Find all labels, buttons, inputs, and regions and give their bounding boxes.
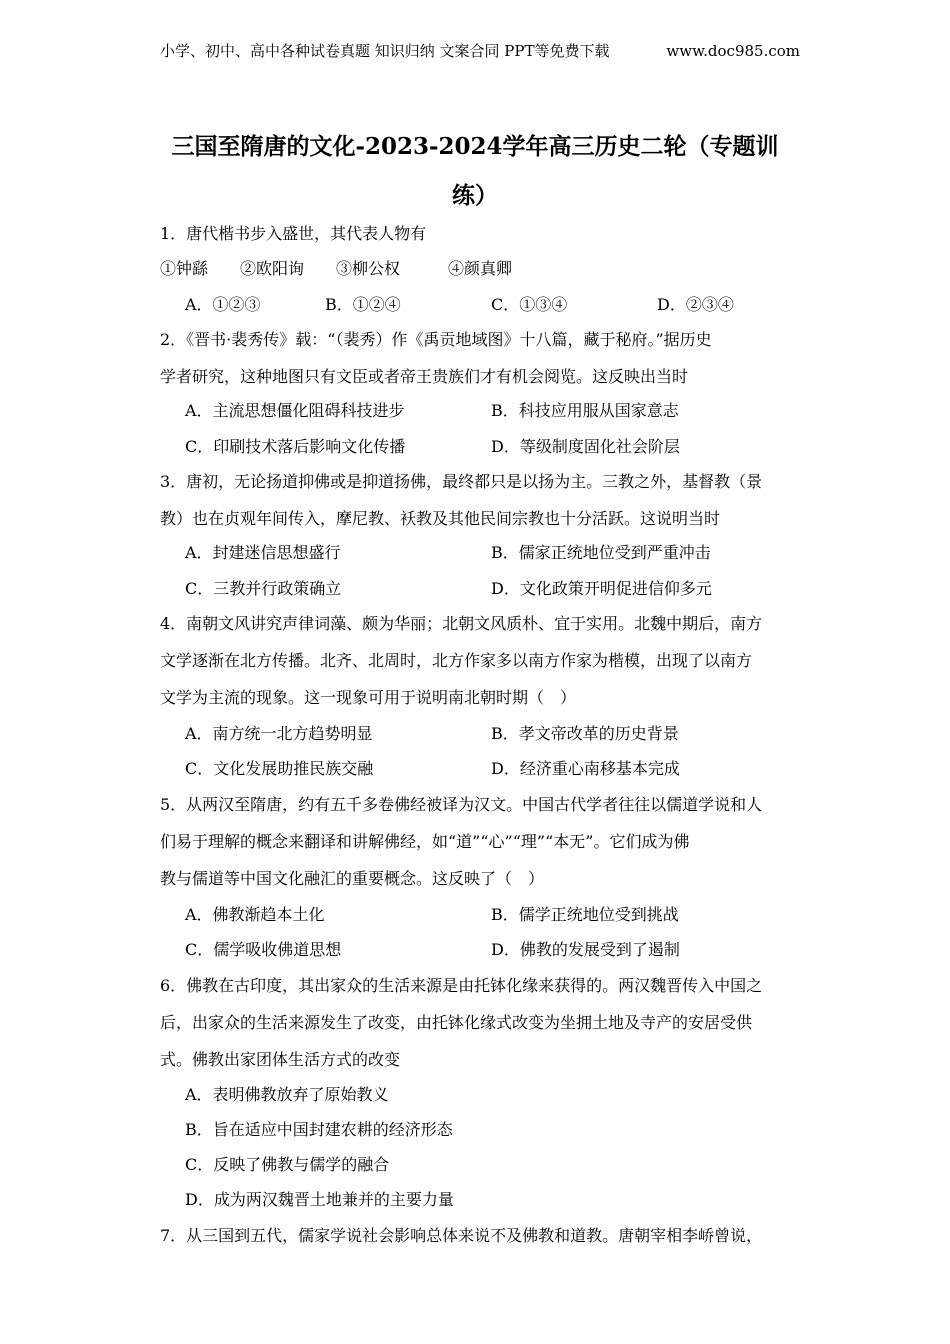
question-2-option-a[interactable]: A．主流思想僵化阻碍科技进步 <box>185 401 405 420</box>
header-site-tagline: 小学、初中、高中各种试卷真题 知识归纳 文案合同 PPT等免费下载 <box>160 42 610 60</box>
question-6-stem-line-1: 6．佛教在古印度，其出家众的生活来源是由托钵化缘来获得的。两汉魏晋传入中国之 <box>160 976 763 995</box>
question-1-stem: 1．唐代楷书步入盛世，其代表人物有 <box>160 224 427 243</box>
question-4-option-b[interactable]: B．孝文帝改革的历史背景 <box>491 724 679 743</box>
document-title-line-1: 三国至隋唐的文化-2023-2024学年高三历史二轮（专题训 <box>171 133 779 160</box>
question-4-stem-line-2: 文学逐渐在北方传播。北齐、北周时，北方作家多以南方作家为楷模，出现了以南方 <box>160 651 753 670</box>
question-5-stem-line-2: 们易于理解的概念来翻译和讲解佛经，如“道”“心”“理”“本无”。它们成为佛 <box>160 832 690 851</box>
question-4-option-a[interactable]: A．南方统一北方趋势明显 <box>185 724 373 743</box>
question-7-stem-line-1: 7．从三国到五代，儒家学说社会影响总体来说不及佛教和道教。唐朝宰相李峤曾说， <box>160 1226 763 1245</box>
question-5-option-c[interactable]: C．儒学吸收佛道思想 <box>185 940 342 959</box>
question-1-option-c[interactable]: C．①③④ <box>491 295 568 314</box>
question-6-option-a[interactable]: A．表明佛教放弃了原始教义 <box>185 1085 389 1104</box>
question-3-option-d[interactable]: D．文化政策开明促进信仰多元 <box>491 579 712 598</box>
question-3-option-c[interactable]: C．三教并行政策确立 <box>185 579 342 598</box>
question-3-stem-line-2: 教）也在贞观年间传入，摩尼教、袄教及其他民间宗教也十分活跃。这说明当时 <box>160 509 721 528</box>
question-1-option-b[interactable]: B．①②④ <box>325 295 401 314</box>
question-2-option-c[interactable]: C．印刷技术落后影响文化传播 <box>185 437 406 456</box>
question-4-option-c[interactable]: C．文化发展助推民族交融 <box>185 759 374 778</box>
question-2-option-d[interactable]: D．等级制度固化社会阶层 <box>491 437 680 456</box>
header-site-url[interactable]: www.doc985.com <box>666 42 800 60</box>
question-1-option-d[interactable]: D．②③④ <box>657 295 734 314</box>
question-6-stem-line-2: 后，出家众的生活来源发生了改变，由托钵化缘式改变为坐拥土地及寺产的安居受供 <box>160 1013 753 1032</box>
question-2-stem-line-2: 学者研究，这种地图只有文臣或者帝王贵族们才有机会阅览。这反映出当时 <box>160 367 689 386</box>
question-4-stem-line-3: 文学为主流的现象。这一现象可用于说明南北朝时期（ ） <box>160 688 577 707</box>
question-5-option-b[interactable]: B．儒学正统地位受到挑战 <box>491 905 679 924</box>
question-2-option-b[interactable]: B．科技应用服从国家意志 <box>491 401 679 420</box>
question-5-option-a[interactable]: A．佛教渐趋本土化 <box>185 905 325 924</box>
question-3-stem-line-1: 3．唐初，无论扬道抑佛或是抑道扬佛，最终都只是以扬为主。三教之外，基督教（景 <box>160 472 763 491</box>
question-3-option-a[interactable]: A．封建迷信思想盛行 <box>185 543 341 562</box>
question-6-option-c[interactable]: C．反映了佛教与儒学的融合 <box>185 1155 390 1174</box>
question-5-stem-line-1: 5．从两汉至隋唐，约有五千多卷佛经被译为汉文。中国古代学者往往以儒道学说和人 <box>160 795 763 814</box>
question-2-stem-line-1: 2．《晋书·裴秀传》载：“（裴秀）作《禹贡地域图》十八篇，藏于秘府。”据历史 <box>160 330 712 349</box>
page-header <box>160 40 800 62</box>
question-6-stem-line-3: 式。佛教出家团体生活方式的改变 <box>160 1050 401 1069</box>
question-1-items: ①钟繇 ②欧阳询 ③柳公权 ④颜真卿 <box>160 259 513 278</box>
question-1-option-a[interactable]: A．①②③ <box>185 295 261 314</box>
question-5-stem-line-3: 教与儒道等中国文化融汇的重要概念。这反映了（ ） <box>160 869 545 888</box>
question-6-option-b[interactable]: B．旨在适应中国封建农耕的经济形态 <box>185 1120 453 1139</box>
document-title-line-2: 练） <box>452 182 498 209</box>
question-3-option-b[interactable]: B．儒家正统地位受到严重冲击 <box>491 543 711 562</box>
question-4-option-d[interactable]: D．经济重心南移基本完成 <box>491 759 680 778</box>
question-6-option-d[interactable]: D．成为两汉魏晋土地兼并的主要力量 <box>185 1190 454 1209</box>
question-4-stem-line-1: 4．南朝文风讲究声律词藻、颇为华丽；北朝文风质朴、宜于实用。北魏中期后，南方 <box>160 614 763 633</box>
question-5-option-d[interactable]: D．佛教的发展受到了遏制 <box>491 940 680 959</box>
